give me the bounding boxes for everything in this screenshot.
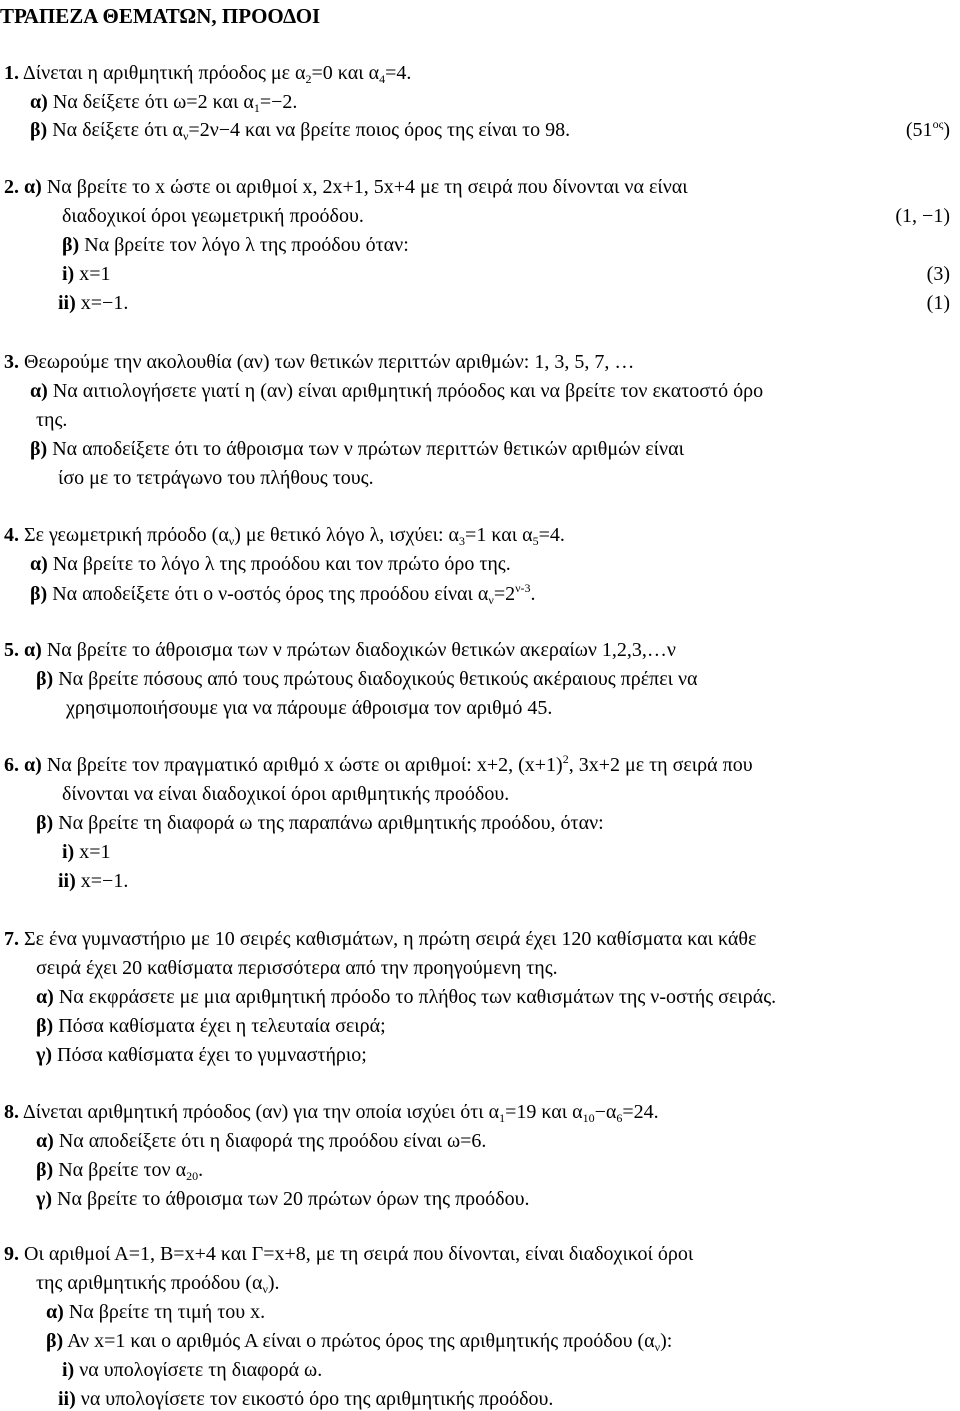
q8-stem: 8. Δίνεται αριθμητική πρόοδος (αν) για την οποία ισχύει ότι $\alpha_1=19$ και $\alpha_{10}-\alpha_6=24$.	[4, 1101, 659, 1125]
q9-part-b-i: i) να υπολογίσετε τη διαφορά ω.	[62, 1359, 323, 1381]
q4-part-b: β) Να αποδείξετε ότι ο ν-οστός όρος της προόδου είναι $\alpha_\nu=2^{\nu-3}$.	[30, 581, 536, 607]
q2-part-a-line2: διαδοχικοί όροι γεωμετρική προόδου.	[62, 205, 364, 227]
q1-reference: $(51^{o\varsigma})$	[905, 117, 950, 141]
q3-part-a-line2: της.	[36, 409, 68, 431]
q6-part-b-i: i) x=1	[62, 841, 111, 863]
page-title: ΤΡΑΠΕΖΑ ΘΕΜΑΤΩΝ, ΠΡΟΟΔΟΙ	[0, 4, 321, 28]
q5-part-b-line2: χρησιμοποιήσουμε για να πάρουμε άθροισμα τον αριθμό 45.	[66, 697, 553, 719]
q3-part-b-line2: ίσο με το τετράγωνο του πλήθους τους.	[58, 467, 374, 489]
q2-reference-i: (3)	[926, 263, 950, 285]
q2-part-b: β) Να βρείτε τον λόγο λ της προόδου όταν:	[62, 234, 409, 256]
q9-stem-line2: της αριθμητικής προόδου $(\alpha_\nu)$.	[36, 1272, 280, 1296]
q6-part-a-line1: 6. α) Να βρείτε τον πραγματικό αριθμό x ώστε οι αριθμοί: x+2, $(x+1)^2$, 3x+2 με τη σειρά που	[4, 752, 753, 776]
q2-part-a-line1: 2. α) Να βρείτε το x ώστε οι αριθμοί x, 2x+1, 5x+4 με τη σειρά που δίνονται να είναι	[4, 176, 688, 198]
q5-part-b-line1: β) Να βρείτε πόσους από τους πρώτους διαδοχικούς θετικούς ακέραιους πρέπει να	[36, 668, 698, 690]
q8-part-b: β) Να βρείτε τον $\alpha_{20}$.	[36, 1159, 204, 1183]
q6-part-b: β) Να βρείτε τη διαφορά ω της παραπάνω αριθμητικής προόδου, όταν:	[36, 812, 604, 834]
q5-part-a: 5. α) Να βρείτε το άθροισμα των ν πρώτων διαδοχικών θετικών ακεραίων 1,2,3,…ν	[4, 639, 676, 661]
q9-part-a: α) Να βρείτε τη τιμή του x.	[46, 1301, 266, 1323]
q2-reference-a: (1, −1)	[895, 205, 950, 227]
q7-part-b: β) Πόσα καθίσματα έχει η τελευταία σειρά;	[36, 1015, 386, 1037]
q7-stem-line2: σειρά έχει 20 καθίσματα περισσότερα από την προηγούμενη της.	[36, 957, 558, 979]
q6-part-b-ii: ii) x=−1.	[58, 870, 129, 892]
q8-part-a: α) Να αποδείξετε ότι η διαφορά της προόδου είναι ω=6.	[36, 1130, 487, 1152]
q6-part-a-line2: δίνονται να είναι διαδοχικοί όροι αριθμητικής προόδου.	[62, 783, 510, 805]
q4-part-a: α) Να βρείτε το λόγο λ της προόδου και τον πρώτο όρο της.	[30, 553, 511, 575]
q2-part-b-i: i) x=1	[62, 263, 111, 285]
q3-stem: 3. Θεωρούμε την ακολουθία (αν) των θετικών περιττών αριθμών: 1, 3, 5, 7, …	[4, 351, 635, 373]
q2-reference-ii: (1)	[926, 292, 950, 314]
q8-part-c: γ) Να βρείτε το άθροισμα των 20 πρώτων όρων της προόδου.	[36, 1188, 530, 1210]
q3-part-a-line1: α) Να αιτιολογήσετε γιατί η (αν) είναι αριθμητική πρόοδος και να βρείτε τον εκατοστό όρο	[30, 380, 764, 402]
q1-stem: 1. Δίνεται η αριθμητική πρόοδος με $\alpha_2=0$ και $\alpha_4=4$.	[4, 62, 412, 86]
q3-part-b-line1: β) Να αποδείξετε ότι το άθροισμα των ν πρώτων περιττών θετικών αριθμών είναι	[30, 438, 684, 460]
q7-part-a: α) Να εκφράσετε με μια αριθμητική πρόοδο το πλήθος των καθισμάτων της ν-οστής σειράς.	[36, 986, 777, 1008]
q9-part-b-ii: ii) να υπολογίσετε τον εικοστό όρο της αριθμητικής προόδου.	[58, 1388, 554, 1410]
q7-stem-line1: 7. Σε ένα γυμναστήριο με 10 σειρές καθισμάτων, η πρώτη σειρά έχει 120 καθίσματα και κάθε	[4, 928, 757, 950]
q9-stem-line1: 9. Οι αριθμοί Α=1, Β=x+4 και Γ=x+8, με τη σειρά που δίνονται, είναι διαδοχικοί όροι	[4, 1243, 694, 1265]
q2-part-b-ii: ii) x=−1.	[58, 292, 129, 314]
q4-stem: 4. Σε γεωμετρική πρόοδο $(\alpha_\nu)$ με θετικό λόγο λ, ισχύει: $\alpha_3=1$ και $\alpha_5=4$.	[4, 524, 565, 548]
q7-part-c: γ) Πόσα καθίσματα έχει το γυμναστήριο;	[36, 1044, 367, 1066]
q9-part-b: β) Αν x=1 και ο αριθμός Α είναι ο πρώτος όρος της αριθμητικής προόδου $(\alpha_\nu)$:	[46, 1330, 673, 1354]
q1-part-b: β) Να δείξετε ότι $\alpha_\nu=2\nu-4$ και να βρείτε ποιος όρος της είναι το 98.	[30, 119, 571, 143]
q1-part-a: α) Να δείξετε ότι ω=2 και $\alpha_1=-2$.	[30, 91, 298, 115]
